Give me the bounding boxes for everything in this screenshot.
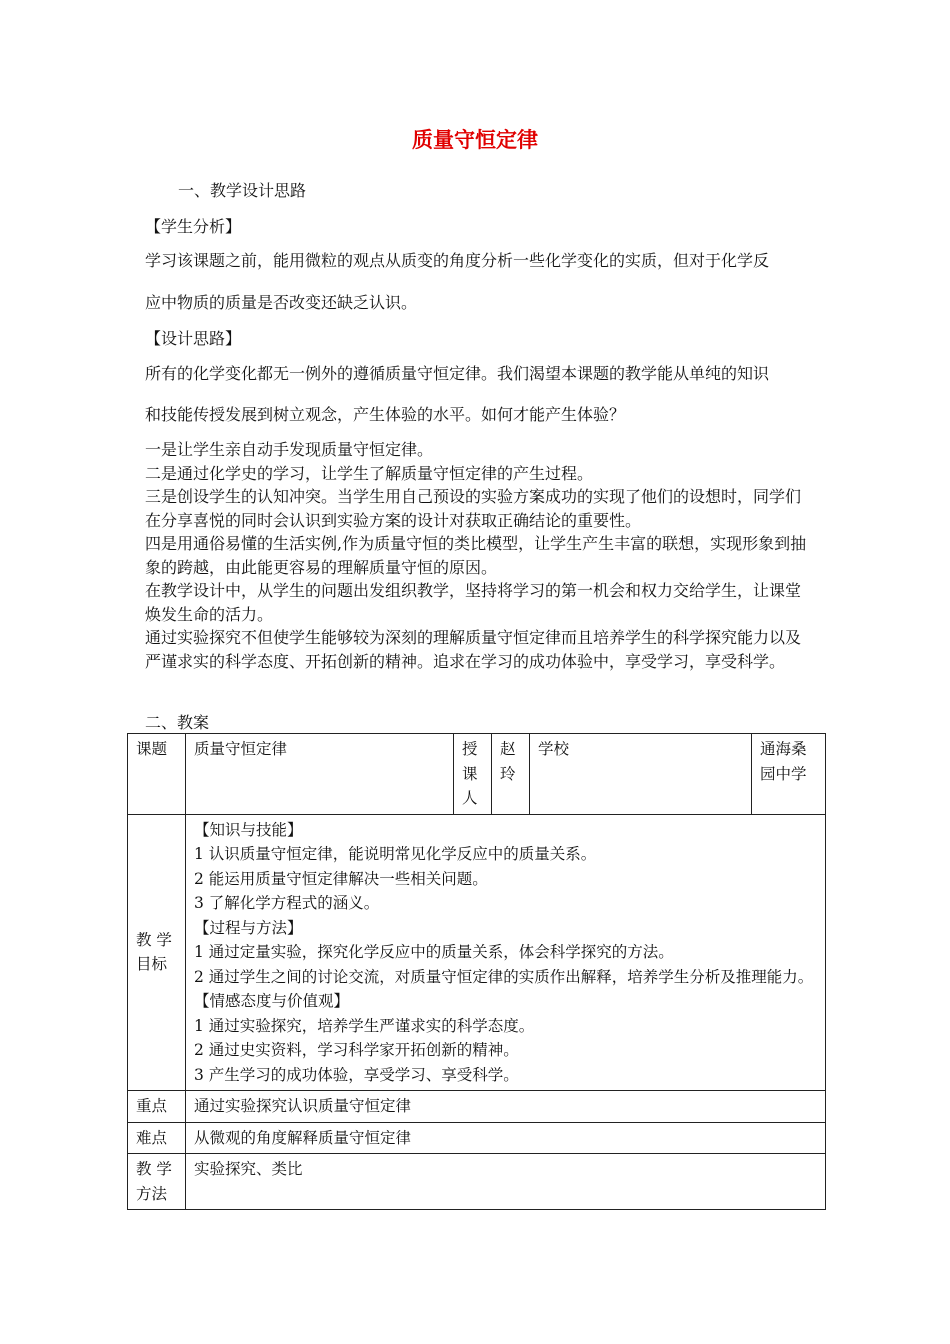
- student-analysis-line-1: 学习该课题之前，能用微粒的观点从质变的角度分析一些化学变化的实质，但对于化学反: [145, 251, 770, 270]
- teacher-value: 赵玲: [492, 734, 530, 815]
- difficulty-value: 从微观的角度解释质量守恒定律: [186, 1122, 826, 1154]
- table-row-topic: [128, 734, 826, 815]
- teacher-label: 授课人: [454, 734, 492, 815]
- goal-line: 【情感态度与价值观】: [194, 992, 350, 1010]
- goal-line: 2 通过史实资料，学习科学家开拓创新的精神。: [194, 1041, 519, 1059]
- goal-line: 【过程与方法】: [194, 918, 303, 937]
- goal-line: 1 通过实验探究，培养学生严谨求实的科学态度。: [194, 1016, 535, 1035]
- design-point: 四是用通俗易懂的生活实例,作为质量守恒的类比模型，让学生产生丰富的联想，实现形象到抽象的跨越，由此能更容易的理解质量守恒的原因。: [145, 534, 807, 577]
- goal-line: 1 通过定量实验，探究化学反应中的质量关系，体会科学探究的方法。: [194, 943, 674, 961]
- key-point-value: 通过实验探究认识质量守恒定律: [186, 1091, 826, 1123]
- design-line-2: 和技能传授发展到树立观念，产生体验的水平。如何才能产生体验？: [145, 405, 626, 424]
- design-point: 在教学设计中，从学生的问题出发组织教学，坚持将学习的第一机会和权力交给学生，让课堂焕发生命的活力。: [145, 581, 802, 624]
- section-heading-design: 一、教学设计思路: [178, 181, 307, 200]
- goal-line: 3 了解化学方程式的涵义。: [194, 894, 380, 912]
- goal-line: 1 认识质量守恒定律，能说明常见化学反应中的质量关系。: [194, 845, 597, 863]
- difficulty-label: 难点: [128, 1122, 186, 1154]
- student-analysis-heading: 【学生分析】: [145, 217, 242, 236]
- goals-label: 教 学目标: [128, 814, 186, 1091]
- section-heading-plan: 二、教案: [145, 713, 210, 732]
- key-point-label: 重点: [128, 1091, 186, 1123]
- student-analysis-line-2: 应中物质的质量是否改变还缺乏认识。: [145, 293, 418, 312]
- design-heading: 【设计思路】: [145, 329, 242, 348]
- design-points: [145, 438, 810, 673]
- method-label: 教 学方法: [128, 1154, 186, 1210]
- table-row-goals: [128, 814, 826, 1091]
- goal-line: 【知识与技能】: [194, 820, 303, 839]
- goal-line: 2 通过学生之间的讨论交流，对质量守恒定律的实质作出解释，培养学生分析及推理能力。: [194, 967, 814, 986]
- table-row-key-point: [128, 1091, 826, 1123]
- goal-line: 3 产生学习的成功体验，享受学习、享受科学。: [194, 1065, 519, 1084]
- topic-value: 质量守恒定律: [186, 734, 454, 815]
- table-row-difficulty: [128, 1122, 826, 1154]
- design-point: 一是让学生亲自动手发现质量守恒定律。: [145, 440, 434, 459]
- lesson-plan-table: [127, 733, 826, 1210]
- document-title: 质量守恒定律: [412, 128, 538, 152]
- school-label: 学校: [530, 734, 752, 815]
- topic-label: 课题: [128, 734, 186, 815]
- goals-content: [186, 814, 826, 1091]
- design-point: 二是通过化学史的学习，让学生了解质量守恒定律的产生过程。: [145, 463, 594, 483]
- goal-line: 2 能运用质量守恒定律解决一些相关问题。: [194, 869, 488, 888]
- design-point: 三是创设学生的认知冲突。当学生用自己预设的实验方案成功的实现了他们的设想时，同学们在分享喜悦的同时会认识到实验方案的设计对获取正确结论的重要性。: [145, 487, 802, 530]
- design-point: 通过实验探究不但使学生能够较为深刻的理解质量守恒定律而且培养学生的科学探究能力以及严谨求实的科学态度、开拓创新的精神。追求在学习的成功体验中，享受学习，享受科学。: [145, 628, 802, 671]
- school-value: 通海桑园中学: [752, 734, 826, 815]
- table-row-method: [128, 1154, 826, 1210]
- design-line-1: 所有的化学变化都无一例外的遵循质量守恒定律。我们渴望本课题的教学能从单纯的知识: [145, 364, 770, 383]
- method-value: 实验探究、类比: [186, 1154, 826, 1210]
